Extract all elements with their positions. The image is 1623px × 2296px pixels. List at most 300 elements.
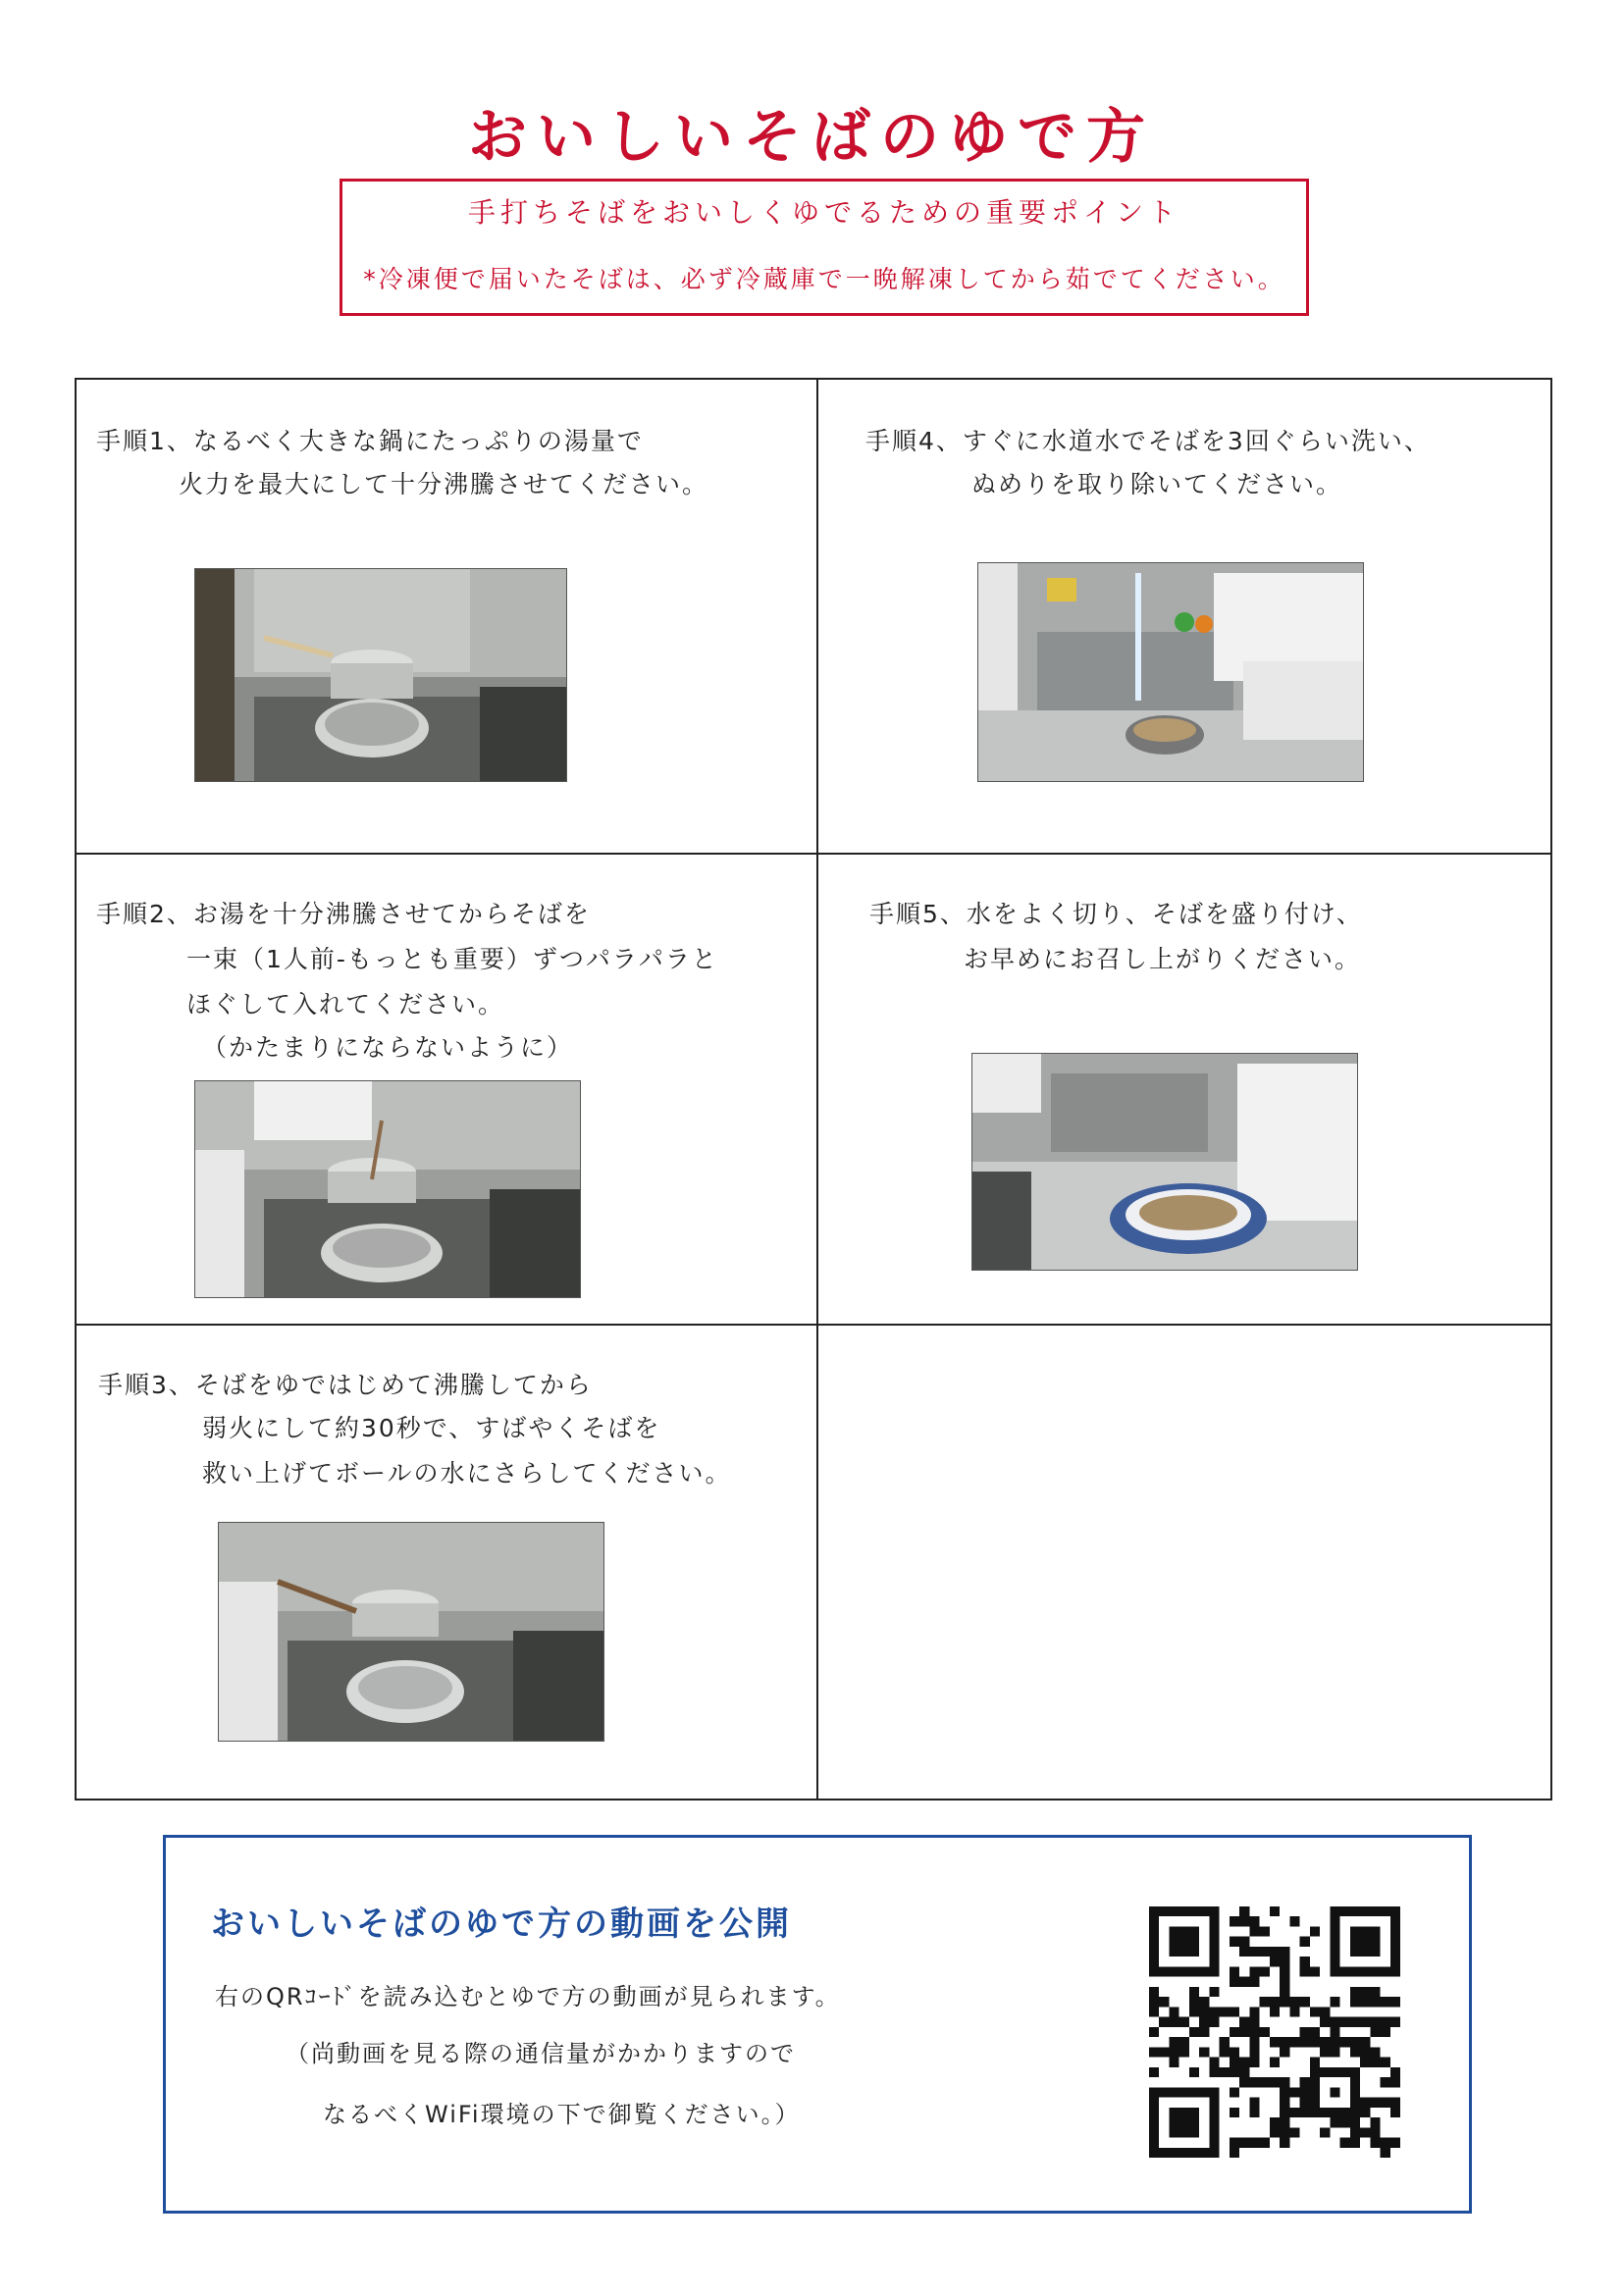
- qr-module: [1249, 1926, 1259, 1936]
- qr-module: [1340, 1966, 1350, 1976]
- qr-module: [1390, 2098, 1400, 2108]
- qr-module: [1199, 2148, 1209, 2158]
- qr-module: [1310, 1966, 1320, 1976]
- qr-module: [1381, 1966, 1390, 1976]
- qr-module: [1350, 1966, 1360, 1976]
- qr-module: [1179, 1926, 1189, 1936]
- qr-module: [1310, 2067, 1320, 2077]
- qr-module: [1179, 2117, 1189, 2127]
- qr-module: [1330, 2037, 1339, 2047]
- qr-module: [1340, 2117, 1350, 2127]
- qr-module: [1199, 1906, 1209, 1916]
- qr-module: [1350, 1987, 1360, 1997]
- qr-module: [1350, 2017, 1360, 2027]
- qr-module: [1189, 2067, 1199, 2077]
- qr-module: [1370, 2027, 1380, 2037]
- step-1-cell: [77, 380, 816, 853]
- qr-module: [1381, 2148, 1390, 2158]
- qr-module: [1209, 1906, 1219, 1916]
- qr-module: [1300, 2027, 1310, 2037]
- steps-grid: [75, 378, 1552, 1800]
- qr-module: [1149, 2138, 1159, 2148]
- qr-module: [1330, 1947, 1339, 1957]
- qr-module: [1330, 1926, 1339, 1936]
- qr-module: [1249, 2108, 1259, 2117]
- qr-module: [1239, 1977, 1249, 1987]
- qr-module: [1189, 1987, 1199, 1997]
- step-4-line-2: ぬめりを取り除いてください。: [971, 470, 1343, 498]
- qr-module: [1381, 2058, 1390, 2067]
- qr-module: [1260, 1926, 1270, 1936]
- qr-module: [1320, 2047, 1330, 2057]
- qr-module: [1310, 2098, 1320, 2108]
- qr-module: [1249, 2007, 1259, 2016]
- qr-module: [1360, 1947, 1370, 1957]
- qr-module: [1350, 1947, 1360, 1957]
- qr-module: [1209, 1926, 1219, 1936]
- qr-module: [1370, 1947, 1380, 1957]
- qr-module: [1230, 2138, 1239, 2148]
- qr-module: [1340, 2108, 1350, 2117]
- qr-module: [1340, 2037, 1350, 2047]
- qr-module: [1169, 1947, 1178, 1957]
- qr-module: [1189, 2108, 1199, 2117]
- qr-module: [1300, 1997, 1310, 2007]
- qr-module: [1320, 2067, 1330, 2077]
- qr-module: [1370, 1997, 1380, 2007]
- qr-module: [1149, 2087, 1159, 2097]
- qr-module: [1149, 2117, 1159, 2127]
- qr-module: [1209, 2067, 1219, 2077]
- step-1-line-1: 手順1、なるべく大きな鍋にたっぷりの湯量で: [96, 427, 644, 455]
- qr-module: [1169, 1926, 1178, 1936]
- qr-module: [1270, 2058, 1280, 2067]
- qr-module: [1390, 1966, 1400, 1976]
- qr-module: [1320, 2017, 1330, 2027]
- qr-module: [1220, 2037, 1230, 2047]
- qr-module: [1270, 1997, 1280, 2007]
- qr-module: [1169, 2058, 1178, 2067]
- qr-module: [1350, 2077, 1360, 2087]
- qr-module: [1149, 1926, 1159, 1936]
- qr-module: [1390, 1906, 1400, 1916]
- qr-module: [1149, 2127, 1159, 2137]
- qr-module: [1340, 1906, 1350, 1916]
- qr-module: [1330, 1916, 1339, 1926]
- qr-module: [1239, 2027, 1249, 2037]
- qr-module: [1169, 2127, 1178, 2137]
- qr-module: [1350, 1926, 1360, 1936]
- qr-module: [1179, 1906, 1189, 1916]
- step-5-line-1: 手順5、水をよく切り、そばを盛り付け、: [869, 900, 1363, 928]
- qr-module: [1220, 2067, 1230, 2077]
- qr-module: [1209, 1916, 1219, 1926]
- step-2-line-2: 一束（1人前-もっとも重要）ずつパラパラと: [186, 945, 718, 973]
- step-2-line-3: ほぐして入れてください。: [186, 990, 505, 1018]
- qr-module: [1360, 2108, 1370, 2117]
- qr-module: [1370, 2017, 1380, 2027]
- qr-module: [1270, 1957, 1280, 1966]
- qr-module: [1280, 2108, 1289, 2117]
- qr-module: [1149, 1966, 1159, 1976]
- qr-module: [1149, 1957, 1159, 1966]
- qr-module: [1230, 2047, 1239, 2057]
- qr-module: [1280, 1947, 1289, 1957]
- qr-module: [1249, 1916, 1259, 1926]
- qr-module: [1330, 2017, 1339, 2027]
- step-3-line-1: 手順3、そばをゆではじめて沸騰してから: [98, 1371, 593, 1399]
- step-3-line-2: 弱火にして約30秒で、すばやくそばを: [202, 1414, 661, 1442]
- qr-module: [1330, 2027, 1339, 2037]
- qr-module: [1280, 1966, 1289, 1976]
- qr-module: [1189, 1966, 1199, 1976]
- qr-module: [1310, 2037, 1320, 2047]
- qr-module: [1249, 2037, 1259, 2047]
- qr-module: [1260, 1947, 1270, 1957]
- qr-module: [1239, 2077, 1249, 2087]
- qr-module: [1169, 1906, 1178, 1916]
- qr-module: [1370, 2127, 1380, 2137]
- qr-module: [1149, 1916, 1159, 1926]
- qr-module: [1370, 2117, 1380, 2127]
- qr-module: [1209, 1937, 1219, 1947]
- qr-module: [1360, 1966, 1370, 1976]
- empty-cell: [818, 1326, 1554, 1800]
- qr-module: [1249, 2058, 1259, 2067]
- qr-module: [1310, 2058, 1320, 2067]
- qr-module: [1350, 2108, 1360, 2117]
- qr-module: [1260, 2027, 1270, 2037]
- qr-module: [1381, 1997, 1390, 2007]
- qr-module: [1390, 1957, 1400, 1966]
- qr-module: [1239, 1916, 1249, 1926]
- qr-module: [1310, 2087, 1320, 2097]
- qr-module: [1179, 2017, 1189, 2027]
- qr-module: [1280, 2077, 1289, 2087]
- qr-module: [1310, 2007, 1320, 2016]
- qr-module: [1300, 2108, 1310, 2117]
- qr-module: [1159, 2017, 1169, 2027]
- qr-module: [1370, 1906, 1380, 1916]
- qr-module: [1381, 2017, 1390, 2027]
- qr-module: [1330, 2117, 1339, 2127]
- qr-module: [1300, 2077, 1310, 2087]
- qr-module: [1390, 1926, 1400, 1936]
- qr-module: [1370, 1926, 1380, 1936]
- qr-module: [1220, 2047, 1230, 2057]
- qr-module: [1149, 2067, 1159, 2077]
- qr-module: [1350, 2067, 1360, 2077]
- qr-module: [1300, 1937, 1310, 1947]
- qr-module: [1330, 1997, 1339, 2007]
- qr-module: [1159, 2047, 1169, 2057]
- qr-module: [1169, 2117, 1178, 2127]
- qr-module: [1179, 2047, 1189, 2057]
- page-title: おいしいそばのゆで方: [468, 103, 1155, 172]
- qr-module: [1320, 2127, 1330, 2137]
- qr-module: [1300, 1966, 1310, 1976]
- qr-module: [1270, 2127, 1280, 2137]
- qr-module: [1159, 1997, 1169, 2007]
- qr-module: [1179, 2148, 1189, 2158]
- qr-module: [1149, 1906, 1159, 1916]
- qr-module: [1390, 2067, 1400, 2077]
- qr-module: [1149, 2098, 1159, 2108]
- qr-module: [1350, 1997, 1360, 2007]
- qr-module: [1289, 2127, 1299, 2137]
- qr-module: [1189, 1947, 1199, 1957]
- step-5-cell: [818, 855, 1554, 1324]
- qr-module: [1289, 1916, 1299, 1926]
- step-5-photo: [971, 1053, 1358, 1271]
- qr-module: [1320, 2108, 1330, 2117]
- qr-module: [1249, 2077, 1259, 2087]
- qr-module: [1330, 2087, 1339, 2097]
- qr-module: [1230, 2067, 1239, 2077]
- qr-module: [1209, 2138, 1219, 2148]
- step-3-cell: [77, 1326, 816, 1800]
- qr-module: [1230, 1937, 1239, 1947]
- qr-module: [1300, 1957, 1310, 1966]
- qr-module: [1209, 2108, 1219, 2117]
- qr-module: [1230, 1916, 1239, 1926]
- qr-module: [1209, 1966, 1219, 1976]
- qr-module: [1350, 2127, 1360, 2137]
- qr-module: [1350, 2087, 1360, 2097]
- qr-module: [1159, 2148, 1169, 2158]
- step-2-line-1: 手順2、お湯を十分沸騰させてからそばを: [96, 900, 591, 928]
- qr-module: [1230, 2148, 1239, 2158]
- qr-module: [1199, 2017, 1209, 2027]
- qr-module: [1280, 1987, 1289, 1997]
- qr-module: [1249, 2047, 1259, 2057]
- qr-module: [1360, 1926, 1370, 1936]
- qr-module: [1169, 2087, 1178, 2097]
- qr-module: [1239, 2017, 1249, 2027]
- qr-module: [1300, 2037, 1310, 2047]
- qr-module: [1189, 1906, 1199, 1916]
- qr-module: [1330, 1957, 1339, 1966]
- qr-module: [1360, 2047, 1370, 2057]
- qr-module: [1350, 2117, 1360, 2127]
- qr-module: [1159, 1966, 1169, 1976]
- qr-module: [1390, 1916, 1400, 1926]
- qr-module: [1270, 1906, 1280, 1916]
- qr-module: [1370, 1966, 1380, 1976]
- qr-module: [1320, 2007, 1330, 2016]
- qr-module: [1381, 2138, 1390, 2148]
- qr-module: [1350, 2047, 1360, 2057]
- qr-module: [1249, 2098, 1259, 2108]
- qr-module: [1370, 2058, 1380, 2067]
- qr-module: [1260, 2077, 1270, 2087]
- video-qr-instruction: 右のQRｺｰﾄﾞを読み込むとゆで方の動画が見られます。: [215, 1983, 841, 2010]
- qr-module: [1310, 1926, 1320, 1936]
- qr-module: [1230, 1966, 1239, 1976]
- qr-module: [1239, 2067, 1249, 2077]
- qr-module: [1209, 2007, 1219, 2016]
- qr-module: [1230, 2027, 1239, 2037]
- qr-module: [1149, 2027, 1159, 2037]
- qr-module: [1209, 2058, 1219, 2067]
- qr-module: [1360, 2017, 1370, 2027]
- step-1-line-2: 火力を最大にして十分沸騰させてください。: [179, 470, 709, 498]
- qr-module: [1390, 2138, 1400, 2148]
- qr-module: [1249, 2027, 1259, 2037]
- qr-module: [1239, 1906, 1249, 1916]
- qr-module: [1209, 2127, 1219, 2137]
- qr-module: [1159, 1906, 1169, 1916]
- qr-module: [1280, 2037, 1289, 2047]
- qr-module: [1280, 1957, 1289, 1966]
- qr-module: [1169, 2007, 1178, 2016]
- qr-module: [1260, 1997, 1270, 2007]
- qr-module: [1260, 1966, 1270, 1976]
- qr-module: [1270, 2117, 1280, 2127]
- notice-thaw-instruction: *冷凍便で届いたそばは、必ず冷蔵庫で一晩解凍してから茹でてください。: [363, 265, 1285, 293]
- qr-module: [1169, 1966, 1178, 1976]
- qr-module: [1230, 2007, 1239, 2016]
- qr-module: [1289, 1997, 1299, 2007]
- qr-module: [1390, 1937, 1400, 1947]
- qr-module: [1179, 2037, 1189, 2047]
- qr-module: [1230, 1977, 1239, 1987]
- qr-module: [1350, 1906, 1360, 1916]
- qr-module: [1390, 1997, 1400, 2007]
- qr-module: [1289, 2108, 1299, 2117]
- qr-module: [1230, 2108, 1239, 2117]
- qr-module: [1360, 2098, 1370, 2108]
- qr-module: [1179, 2108, 1189, 2117]
- qr-module: [1149, 2047, 1159, 2057]
- qr-module: [1149, 1937, 1159, 1947]
- step-2-photo: [194, 1080, 581, 1298]
- qr-module: [1199, 1966, 1209, 1976]
- qr-module: [1330, 2047, 1339, 2057]
- video-data-note-line-1: （尚動画を見る際の通信量がかかりますので: [286, 2040, 796, 2067]
- qr-module: [1381, 2077, 1390, 2087]
- qr-module: [1179, 2127, 1189, 2137]
- qr-module: [1350, 2138, 1360, 2148]
- qr-module: [1360, 2058, 1370, 2067]
- qr-module: [1199, 1997, 1209, 2007]
- step-4-line-1: 手順4、すぐに水道水でそばを3回ぐらい洗い、: [865, 427, 1431, 455]
- video-info-box: [163, 1835, 1472, 2214]
- qr-module: [1149, 1997, 1159, 2007]
- qr-module: [1280, 1997, 1289, 2007]
- qr-module: [1149, 2108, 1159, 2117]
- qr-module: [1330, 1966, 1339, 1976]
- qr-module: [1270, 2037, 1280, 2047]
- qr-module: [1390, 2077, 1400, 2087]
- qr-module: [1189, 2117, 1199, 2127]
- qr-module: [1199, 2087, 1209, 2097]
- qr-module: [1360, 1906, 1370, 1916]
- qr-code[interactable]: [1149, 1906, 1400, 2158]
- qr-module: [1179, 1966, 1189, 1976]
- qr-module: [1310, 2108, 1320, 2117]
- qr-module: [1239, 2138, 1249, 2148]
- qr-module: [1260, 2138, 1270, 2148]
- qr-module: [1330, 1906, 1339, 1916]
- qr-module: [1169, 1937, 1178, 1947]
- step-4-photo: [977, 562, 1364, 782]
- qr-module: [1270, 2007, 1280, 2016]
- qr-module: [1289, 2007, 1299, 2016]
- notice-heading: 手打ちそばをおいしくゆでるための重要ポイント: [467, 196, 1180, 229]
- qr-module: [1189, 2007, 1199, 2016]
- qr-module: [1390, 2017, 1400, 2027]
- qr-module: [1179, 2087, 1189, 2097]
- qr-module: [1330, 2067, 1339, 2077]
- qr-module: [1239, 1947, 1249, 1957]
- step-2-cell: [77, 855, 816, 1324]
- qr-module: [1330, 2108, 1339, 2117]
- qr-module: [1189, 2127, 1199, 2137]
- qr-module: [1310, 2027, 1320, 2037]
- qr-module: [1289, 2087, 1299, 2097]
- qr-module: [1189, 2087, 1199, 2097]
- qr-module: [1179, 1947, 1189, 1957]
- video-data-note-line-2: なるべくWiFi環境の下で御覧ください。）: [323, 2101, 801, 2128]
- qr-module: [1159, 2087, 1169, 2097]
- qr-module: [1370, 2047, 1380, 2057]
- video-title: おいしいそばのゆで方の動画を公開: [211, 1905, 792, 1944]
- qr-module: [1360, 1937, 1370, 1947]
- qr-module: [1220, 2007, 1230, 2016]
- qr-module: [1189, 1926, 1199, 1936]
- qr-module: [1209, 2087, 1219, 2097]
- qr-module: [1149, 2007, 1159, 2016]
- qr-module: [1360, 2127, 1370, 2137]
- qr-module: [1209, 1957, 1219, 1966]
- qr-module: [1169, 2047, 1178, 2057]
- qr-module: [1209, 2017, 1219, 2027]
- qr-module: [1350, 2037, 1360, 2047]
- step-2-line-4: （かたまりにならないように）: [202, 1033, 574, 1062]
- qr-module: [1280, 2127, 1289, 2137]
- step-1-photo: [194, 568, 567, 782]
- qr-module: [1340, 2138, 1350, 2148]
- qr-module: [1350, 2098, 1360, 2108]
- qr-module: [1179, 1937, 1189, 1947]
- qr-module: [1300, 2098, 1310, 2108]
- qr-module: [1370, 1937, 1380, 1947]
- qr-module: [1390, 2108, 1400, 2117]
- qr-module: [1340, 2067, 1350, 2077]
- qr-module: [1280, 2117, 1289, 2127]
- qr-module: [1249, 1947, 1259, 1957]
- qr-module: [1209, 2098, 1219, 2108]
- qr-module: [1209, 1987, 1219, 1997]
- qr-module: [1249, 1966, 1259, 1976]
- qr-module: [1169, 2148, 1178, 2158]
- qr-module: [1270, 2077, 1280, 2087]
- qr-module: [1370, 1987, 1380, 1997]
- qr-module: [1249, 2138, 1259, 2148]
- step-4-cell: [818, 380, 1554, 853]
- qr-module: [1360, 2037, 1370, 2047]
- qr-module: [1300, 2087, 1310, 2097]
- qr-module: [1280, 2087, 1289, 2097]
- qr-module: [1320, 2037, 1330, 2047]
- qr-module: [1390, 1947, 1400, 1957]
- qr-module: [1310, 2077, 1320, 2087]
- qr-module: [1209, 1947, 1219, 1957]
- qr-module: [1249, 1977, 1259, 1987]
- qr-module: [1370, 2098, 1380, 2108]
- qr-module: [1230, 2058, 1239, 2067]
